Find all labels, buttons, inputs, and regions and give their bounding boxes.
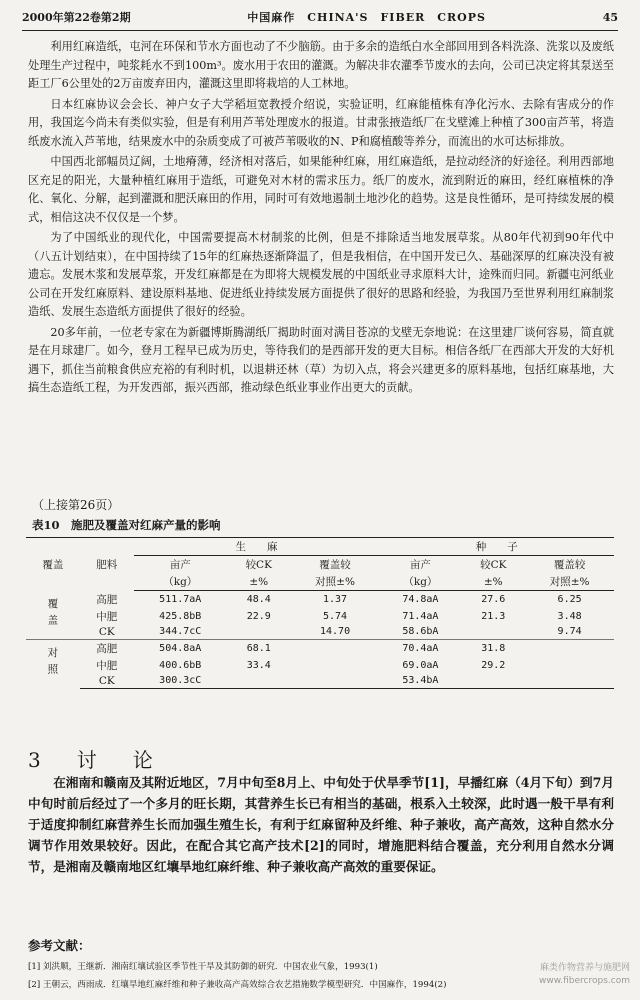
cell-fiber-vs-ck (227, 625, 291, 640)
cell-seed-yield: 70.4aA (379, 639, 461, 657)
table-row (26, 608, 614, 625)
cell-seed-vs-ck: 21.3 (481, 610, 506, 622)
col-header: 较CK (480, 559, 507, 571)
table-block (26, 496, 614, 689)
header-page-number: 45 (602, 10, 618, 24)
cell-seed-vs-cover (525, 657, 614, 674)
cell-seed-vs-ck: 29.2 (481, 659, 506, 671)
cell-fiber-vs-cover: 5.74 (323, 610, 348, 622)
cell-fiber-yield: 400.6bB (159, 659, 202, 671)
col-header-cover: 覆盖 (26, 538, 80, 591)
cell-fiber-yield: 504.8aA (134, 639, 227, 657)
group-header-fiber: 生 麻 (134, 538, 380, 556)
cell-fiber-vs-ck: 22.9 (246, 610, 271, 622)
reference-item: [2] 王朝云，西雨成．红壤旱地红麻纤维和种子兼收高产高效综合农艺措施数学模型研究．中国麻作，1994(2) (28, 980, 447, 990)
table-caption: 表10 施肥及覆盖对红麻产量的影响 (32, 518, 221, 532)
col-header: 覆盖较 (319, 559, 351, 571)
paragraph: 利用红麻造纸，屯河在环保和节水方面也动了不少脑筋。由于多余的造纸白水全部回用到各料洗涤、洗浆以及废纸处理生产过程中，吨浆耗水不到100m³。废水用于农田的灌溉。为解决非农灌季节废水的去向，公司已决定将其泵送至距工厂6公里处的2万亩废弃田内，灌溉这里即将栽培的人工林地。 (28, 40, 614, 90)
cell-fiber-vs-ck (227, 674, 291, 689)
cell-seed-vs-cover (525, 639, 614, 657)
watermark-url: www.fibercrops.com (539, 976, 630, 986)
cell-fertilizer: 高肥 (96, 593, 118, 606)
watermark-site-name: 麻类作物营养与施肥网 (539, 963, 630, 973)
col-header: 覆盖较 (553, 559, 586, 571)
references-heading: 参考文献： (28, 938, 91, 953)
col-header-fertilizer: 肥料 (80, 538, 134, 591)
cell-fiber-vs-ck: 68.1 (227, 639, 291, 657)
table-row (26, 674, 614, 689)
cell-seed-yield: 69.0aA (402, 659, 439, 671)
cell-fiber-vs-cover (291, 657, 380, 674)
cell-fiber-vs-cover: 1.37 (323, 593, 348, 605)
cell-seed-vs-ck: 27.6 (481, 593, 506, 605)
cell-seed-yield: 74.8aA (402, 593, 439, 605)
cell-seed-vs-cover: 6.25 (557, 593, 582, 605)
site-watermark (539, 962, 630, 988)
header-journal-title: 中国麻作 CHINA'S FIBER CROPS (247, 11, 486, 24)
cell-fiber-yield: 300.3cC (134, 674, 227, 689)
col-subheader: （kg） (134, 573, 227, 591)
cell-fertilizer: 中肥 (96, 659, 118, 672)
cell-seed-yield: 58.6bA (402, 626, 439, 637)
col-header: 较CK (245, 559, 272, 571)
cell-seed-vs-ck (461, 674, 525, 689)
col-subheader: （kg） (379, 573, 461, 591)
paragraph: 20多年前，一位老专家在为新疆博斯腾湖纸厂揭助时面对满目苍凉的戈壁无奈地说：在这里建厂谈何容易，简直就是在月球建厂。如今，登月工程早已成为历史，等待我们的是西部开发的更大目标。相信各纸厂在西部大开发的大好机遇下，抓住当前粮食供应充裕的有利时机，以退耕还林（草）为切入点，将会兴建更多的原料基地，包括红麻基地，大搞生态造纸工程，为开发西部，振兴西部，推动绿色纸业事业作出更大的贡献。 (28, 325, 614, 394)
cell-fertilizer: 高肥 (80, 639, 134, 657)
cell-fiber-vs-cover (291, 674, 380, 689)
cell-fertilizer: CK (80, 674, 134, 689)
cell-seed-vs-cover: 9.74 (557, 626, 582, 637)
cell-seed-vs-cover (525, 674, 614, 689)
col-subheader: 对照±% (291, 573, 380, 591)
reference-item: [1] 刘洪顺，王继新．湘南红壤试验区季节性干旱及其防御的研究．中国农业气象，1993(1) (28, 962, 378, 972)
cell-seed-vs-cover: 3.48 (557, 610, 582, 622)
table-row (26, 639, 614, 657)
cell-seed-yield: 53.4bA (379, 674, 461, 689)
group-header-seed: 种 子 (379, 538, 614, 556)
header-rule (22, 30, 618, 31)
header-issue: 2000年第22卷第2期 (22, 11, 131, 24)
discussion-text (28, 772, 614, 877)
cell-fiber-yield: 344.7cC (159, 626, 202, 637)
cell-fiber-vs-ck: 33.4 (246, 659, 271, 671)
references-list (28, 958, 614, 994)
col-subheader: ±% (461, 573, 525, 591)
cell-fiber-vs-ck: 48.4 (246, 593, 271, 605)
cell-seed-vs-ck: 31.8 (461, 639, 525, 657)
paragraph: 日本红麻协议会会长、神户女子大学稻垣宽教授介绍说，实验证明，红麻能植株有净化污水、去除有害成分的作用，我国迄今尚未有类似实验，但是有利用芦苇处理废水的报道。甘肃张掖造纸厂在戈壁滩上种植了300亩芦苇，将造纸废水流入芦苇地，结果废水中的杂质变成了可被芦苇吸收的N、P和腐植酸等养分，而流出的水可达标排放。 (28, 97, 614, 148)
cell-fiber-vs-cover: 14.70 (319, 626, 351, 637)
cell-seed-vs-ck (461, 625, 525, 640)
cell-fertilizer: CK (98, 625, 115, 638)
row-group-label: 覆盖 (46, 598, 59, 631)
col-header: 亩产 (409, 559, 431, 571)
table-group-header-row (26, 538, 614, 556)
row-group-label: 对照 (26, 639, 80, 688)
cell-seed-yield: 71.4aA (402, 610, 439, 622)
section-heading-discussion: 3 讨 论 (28, 748, 161, 772)
continued-note: （上接第26页） (32, 498, 120, 512)
cell-fiber-yield: 511.7aA (159, 593, 202, 605)
page-header (22, 6, 618, 28)
col-subheader: 对照±% (525, 573, 614, 591)
discussion-paragraph: 在湘南和赣南及其附近地区，7月中旬至8月上、中旬处于伏旱季节[1]，早播红麻（4月下旬）到7月中旬时前后经过了一个多月的旺长期，其营养生长已有相当的基础，根系入土较深，此时遇一般干旱有利于适度抑制红麻营养生长而加强生殖生长，有利于红麻留种及纤维、种子兼收，高产高效，这种自然水分调节作用效果较好。因此，在配合其它高产技术[2]的同时，增施肥料结合覆盖，充分利用自然水分调节，是湘南及赣南地区红壤旱地红麻纤维、种子兼收高产高效的重要保证。 (28, 775, 614, 874)
body-text (28, 38, 614, 400)
cell-fiber-vs-cover (291, 639, 380, 657)
table-row (26, 591, 614, 608)
paragraph: 为了中国纸业的现代化，中国需要提高木材制浆的比例，但是不排除适当地发展草浆。从80年代初到90年代中（八五计划结束），在中国持续了15年的红麻热逐渐降温了，但是我相信，在中国开发已久、基础深厚的红麻决没有被遗忘。发展木浆和发展草浆，开发红麻都是在为即将大规模发展的中国纸业寻求原料大计，途殊而归同。新疆屯河纸业公司在开发红麻原料、建设原料基地、促进纸业持续发展方面提供了很好的思路和经验，为我国乃至世界利用红麻制浆造纸、发展生态造纸方面提供了很好的经验。 (28, 231, 614, 318)
col-subheader: ±% (227, 573, 291, 591)
yield-table (26, 537, 614, 689)
paragraph: 中国西北部幅员辽阔，土地瘠薄，经济相对落后，如果能种红麻，用红麻造纸，是拉动经济的好途径。利用西部地区充足的阳光，大量种植红麻用于造纸，可避免对木材的需求压力。纸厂的废水，流到附近的麻田，经红麻植株的净化、氧化、分解，起到灌溉和肥沃麻田的作用，同时可有效地遏制土地沙化的趋势。这是良性循环，是可持续发展的模式，相信这决不仅仅是一个梦。 (28, 155, 614, 224)
table-row (26, 657, 614, 674)
cell-fiber-yield: 425.8bB (159, 610, 202, 622)
cell-fertilizer: 中肥 (96, 610, 118, 623)
table-row (26, 625, 614, 640)
col-header: 亩产 (169, 559, 191, 571)
